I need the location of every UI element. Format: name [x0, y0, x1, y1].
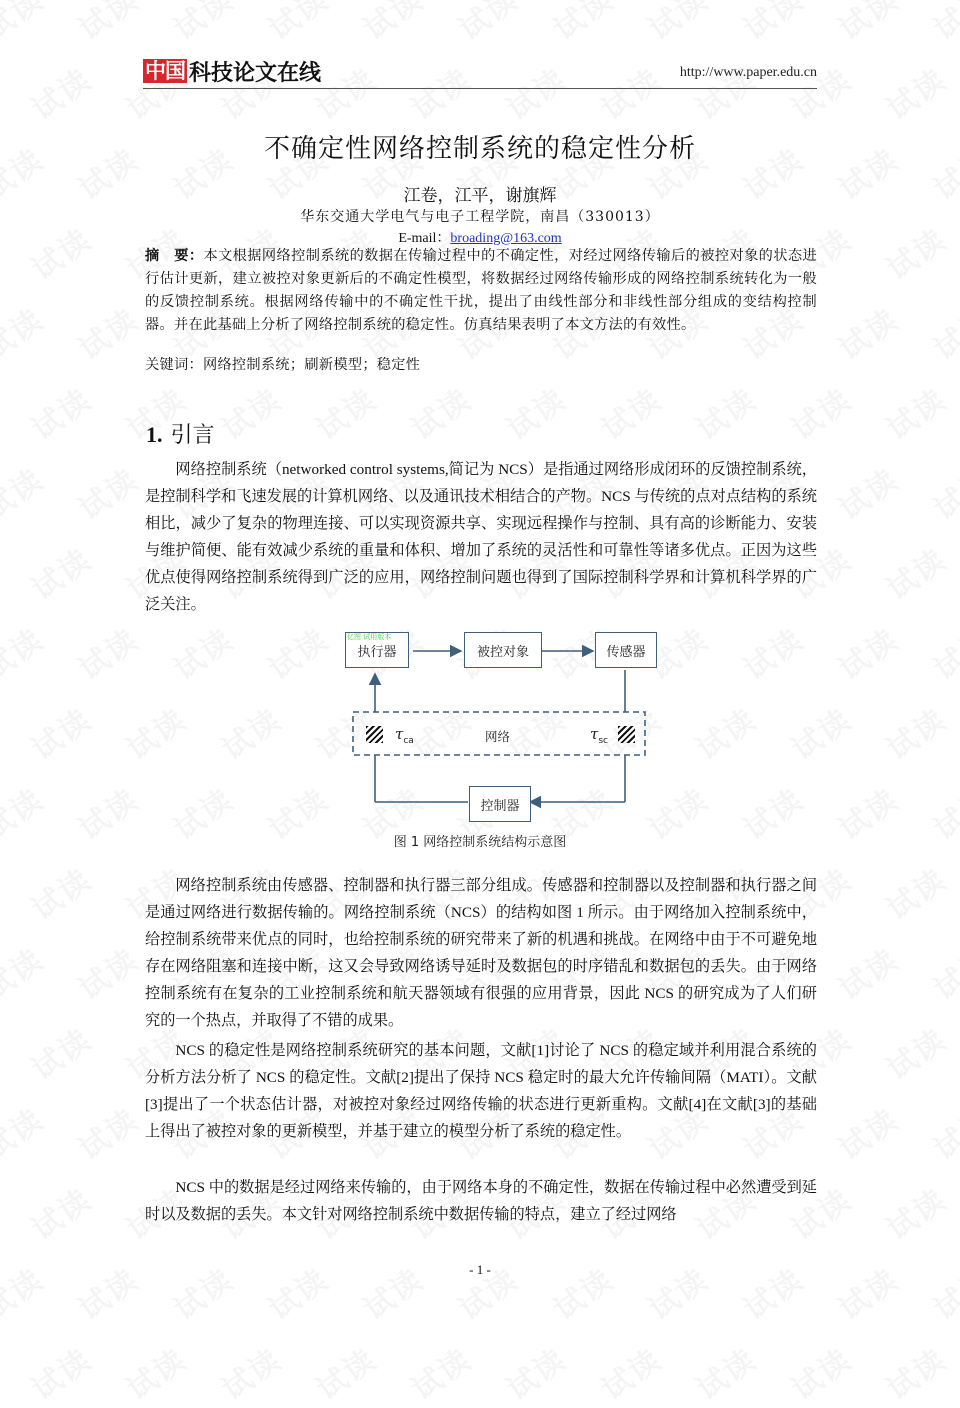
- delay-hatch-ca-icon: [366, 726, 383, 743]
- node-actuator-label: 执行器: [357, 644, 397, 660]
- paper-authors: 江卷，江平，谢旗辉: [403, 186, 557, 206]
- page-number: - 1 -: [469, 1262, 491, 1277]
- node-plant: [464, 632, 542, 668]
- email-label: E-mail：: [398, 231, 451, 246]
- paragraph-3: NCS 的稳定性是网络控制系统研究的基本问题，文献[1]讨论了 NCS 的稳定域并利用混合系统的分析方法分析了 NCS 的稳定性。文献[2]提出了保持 NCS 稳定时的最大允许传输间隔（MATI）。文献[3]提出了一个状态估计器，对被控对象经过网络传输的状态进行更新重构。文献[4]在文献[3]的基础上得出了被控对象的更新模型，并基于建立的模型分析了系统的稳定性。: [145, 1042, 817, 1140]
- paragraph-2: 网络控制系统由传感器、控制器和执行器三部分组成。传感器和控制器以及控制器和执行器之间是通过网络进行数据传输的。网络控制系统（NCS）的结构如图 1 所示。由于网络加入控制系统中，给控制系统带来优点的同时，也给控制系统的研究带来了新的机遇和挑战。在网络中由于不可避免地存在网络阻塞和连接中断，这又会导致网络诱导延时及数据包的时序错乱和数据包的丢失。由于网络控制系统有在复杂的工业控制系统和航天器领域有很强的应用背景，因此 NCS 的研究成为了人们研究的一个热点，并取得了不错的成果。: [145, 877, 817, 1029]
- trial-stamp: 亿图 试用版本: [347, 633, 392, 641]
- node-plant-label: 被控对象: [476, 644, 529, 660]
- keywords-text: 网络控制系统；刷新模型；稳定性: [202, 357, 421, 373]
- node-sensor-label: 传感器: [606, 644, 646, 660]
- delay-hatch-sc-icon: [618, 726, 635, 743]
- tau-sc-label: $\tau_{sc}$: [590, 725, 608, 746]
- page-header: [143, 58, 817, 89]
- logo-black-part: 科技论文在线: [189, 60, 322, 86]
- section-heading-introduction: [146, 418, 215, 449]
- paper-affiliation: 华东交通大学电气与电子工程学院，南昌（330013）: [300, 209, 660, 225]
- keywords-label: 关键词：: [145, 357, 203, 373]
- node-controller-label: 控制器: [480, 798, 520, 814]
- section-number: 1.: [146, 422, 163, 447]
- logo-red-part: 中国: [145, 59, 185, 83]
- keywords: [145, 354, 420, 374]
- paper-email-line: [0, 227, 960, 247]
- site-url[interactable]: http://www.paper.edu.cn: [679, 65, 817, 80]
- abstract: [145, 245, 817, 337]
- email-link[interactable]: broading@163.com: [450, 231, 562, 246]
- node-network-label: 网络: [485, 729, 511, 744]
- section-title: 引言: [170, 423, 215, 448]
- abstract-label: 摘 要：: [145, 248, 204, 264]
- figure-ncs-structure: [340, 630, 660, 860]
- paragraph-1: 网络控制系统（networked control systems,简记为 NCS）是指通过网络形成闭环的反馈控制系统，是控制科学和飞速发展的计算机网络、以及通讯技术相结合的产物。NCS 与传统的点对点结构的系统相比，减少了复杂的物理连接、可以实现资源共享、实现远程操作与控制、具有高的诊断能力、安装与维护简便、能有效减少系统的重量和体积、增加了系统的灵活性和可靠性等诸多优点。正因为这些优点使得网络控制系统得到广泛的应用，网络控制问题也得到了国际控制科学界和计算机科学界的广泛关注。: [145, 461, 817, 613]
- figure-caption: 图 1 网络控制系统结构示意图: [393, 835, 567, 850]
- paragraph-4: NCS 中的数据是经过网络来传输的，由于网络本身的不确定性，数据在传输过程中必然遭受到延时以及数据的丢失。本文针对网络控制系统中数据传输的特点，建立了经过网络: [145, 1179, 817, 1223]
- paper-title: 不确定性网络控制系统的稳定性分析: [263, 134, 696, 164]
- site-logo[interactable]: [143, 58, 321, 84]
- tau-ca-label: $\tau_{ca}$: [395, 725, 414, 746]
- abstract-text: 本文根据网络控制系统的数据在传输过程中的不确定性，对经过网络传输后的被控对象的状态进行估计更新，建立被控对象更新后的不确定性模型，将数据经过网络传输形成的网络控制系统转化为一般的反馈控制系统。根据网络传输中的不确定性干扰，提出了由线性部分和非线性部分组成的变结构控制器。并在此基础上分析了网络控制系统的稳定性。仿真结果表明了本文方法的有效性。: [145, 248, 817, 333]
- node-sensor: [595, 632, 657, 668]
- node-controller: [469, 786, 531, 822]
